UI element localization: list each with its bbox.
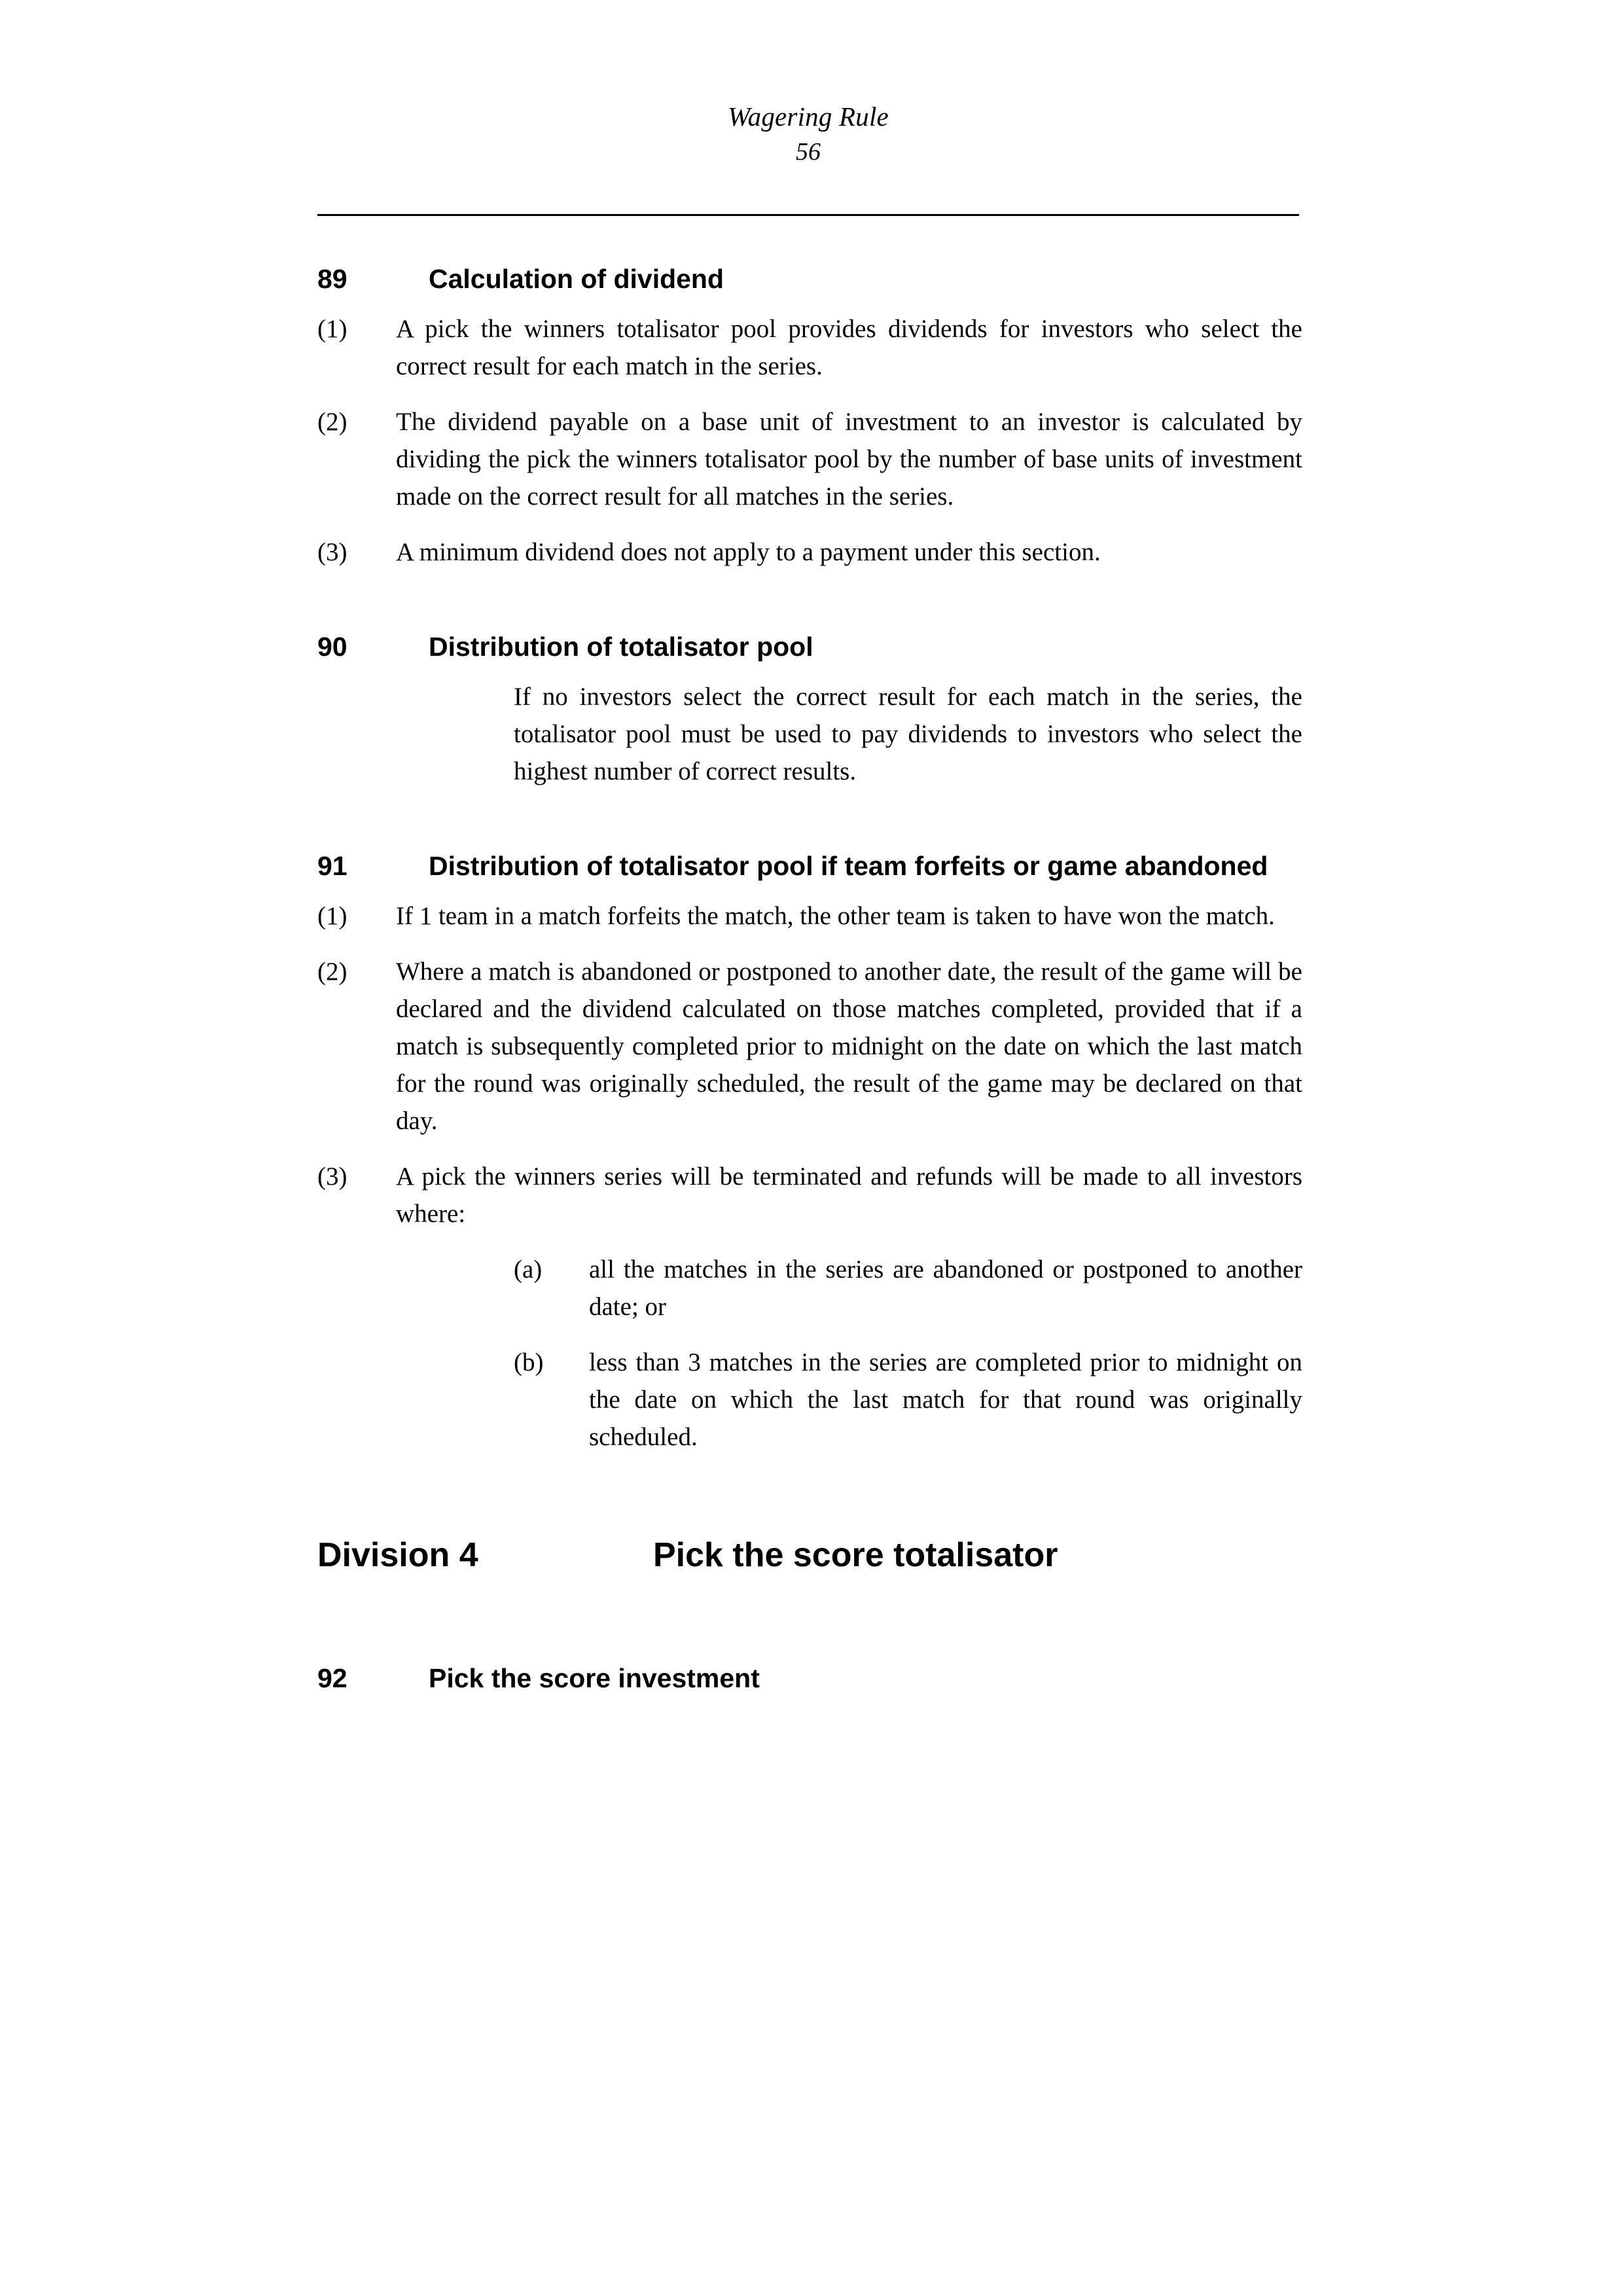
subsection-91-1 [317, 897, 1302, 935]
section-heading-91 [317, 849, 1302, 883]
section-heading-92 [317, 1661, 1302, 1695]
page-number: 56 [796, 138, 821, 166]
section-title: Distribution of totalisator pool if team forfeits or game abandoned [429, 851, 1268, 881]
subsection-text: A minimum dividend does not apply to a payment under this section. [396, 538, 1101, 566]
subsection-marker: (3) [317, 1162, 348, 1191]
document-title: Wagering Rule [728, 101, 889, 132]
division-number: Division 4 [317, 1536, 478, 1574]
subsection-89-1 [317, 310, 1302, 385]
section-number: 91 [317, 851, 348, 881]
document-body [317, 262, 1302, 1695]
subsection-text: The dividend payable on a base unit of investment to an investor is calculated by dividing the pick the winners totalisator pool by the number of base units of investment made on the correct result for all matches in the series. [396, 408, 1302, 511]
subsection-89-3 [317, 533, 1302, 571]
division-heading-4 [317, 1534, 1302, 1576]
subsection-marker: (2) [317, 958, 348, 986]
subsection-text: If 1 team in a match forfeits the match, the other team is taken to have won the match. [396, 902, 1275, 930]
subsection-marker: (1) [317, 315, 348, 343]
subsection-91-3 [317, 1158, 1302, 1232]
subsection-91-2 [317, 953, 1302, 1139]
subsection-text: Where a match is abandoned or postponed to another date, the result of the game will be declared and the dividend calculated on those matches completed, provided that if a match is subsequently completed prior to midnight on the date on which the last match for the round was originally scheduled, the result of the game may be declared on that day. [396, 958, 1302, 1135]
section-title: Distribution of totalisator pool [429, 632, 813, 662]
subsection-text: A pick the winners series will be terminated and refunds will be made to all investors where: [396, 1162, 1302, 1228]
section-90-body: If no investors select the correct result for each match in the series, the totalisator pool must be used to pay dividends to investors who select the highest number of correct results. [514, 683, 1302, 785]
paragraph-91-3-a [514, 1251, 1302, 1325]
paragraph-marker: (a) [514, 1255, 543, 1283]
section-heading-89 [317, 262, 1302, 296]
paragraph-91-3-b [514, 1344, 1302, 1456]
section-number: 92 [317, 1663, 348, 1693]
header-divider [317, 214, 1299, 216]
paragraph-text: less than 3 matches in the series are completed prior to midnight on the date on which the last match for that round was originally scheduled. [589, 1348, 1302, 1451]
section-title: Calculation of dividend [429, 264, 724, 294]
subsection-89-2 [317, 403, 1302, 515]
section-title: Pick the score investment [429, 1663, 760, 1693]
subsection-marker: (1) [317, 902, 348, 930]
section-heading-90 [317, 630, 1302, 664]
paragraph-text: all the matches in the series are abandoned or postponed to another date; or [589, 1255, 1302, 1321]
paragraph-marker: (b) [514, 1348, 544, 1376]
subsection-text: A pick the winners totalisator pool provides dividends for investors who select the correct result for each match in the series. [396, 315, 1302, 380]
section-number: 89 [317, 264, 348, 294]
division-title: Pick the score totalisator [653, 1536, 1058, 1574]
subsection-marker: (3) [317, 538, 348, 566]
running-header [317, 98, 1299, 169]
section-number: 90 [317, 632, 348, 662]
subsection-marker: (2) [317, 408, 348, 436]
